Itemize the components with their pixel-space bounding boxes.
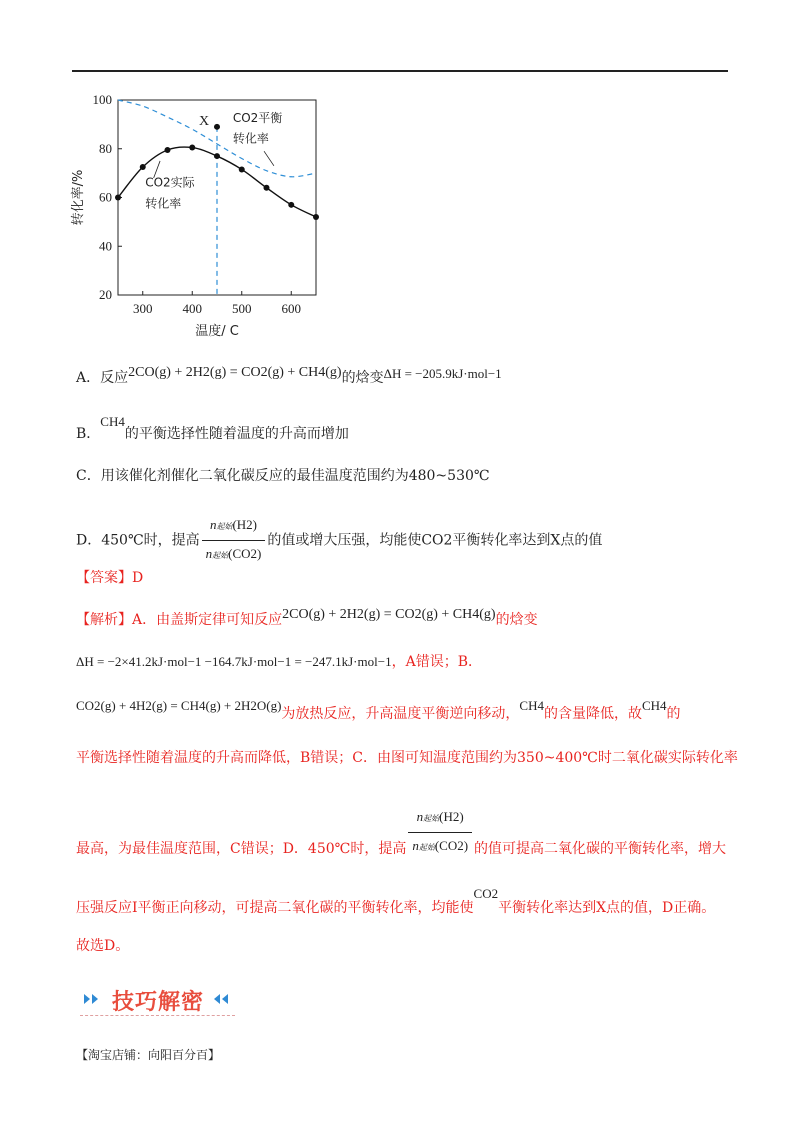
section-title: 技巧解密 bbox=[112, 990, 205, 1015]
eq-label: CO2平衡 bbox=[232, 110, 283, 125]
x-tick-label: 500 bbox=[232, 301, 252, 316]
x-point bbox=[214, 124, 220, 130]
actual-point bbox=[264, 185, 270, 191]
x-point-label: X bbox=[199, 113, 210, 129]
option-a-enthalpy: ΔH = −205.9kJ·mol−1 bbox=[383, 366, 502, 381]
footer-shop: 【淘宝店铺：向阳百分百】 bbox=[76, 1048, 221, 1062]
arrow-left-icon bbox=[214, 994, 220, 1004]
arrow-right-icon bbox=[92, 994, 98, 1004]
option-d-fraction: $\frac{\text{n起始(H2)}}{\text{n起始(CO2)}}$ bbox=[202, 512, 266, 569]
conversion-chart bbox=[68, 88, 338, 350]
option-d: D．450℃时，提高 $\frac{\text{n起始(H2)}}{\text{n起始(CO2)}}$ 的值或增大压强，均能使CO2平衡转化率达到X点的值 bbox=[76, 512, 602, 569]
x-tick-label: 400 bbox=[182, 301, 202, 316]
actual-point bbox=[115, 195, 121, 201]
actual-point bbox=[239, 166, 245, 172]
actual-point bbox=[165, 147, 171, 153]
analysis-line-7: 故选D。 bbox=[76, 938, 130, 954]
actual-point bbox=[140, 164, 146, 170]
option-c: C．用该催化剂催化二氧化碳反应的最佳温度范围约为480~530℃ bbox=[76, 468, 490, 484]
y-tick-label: 80 bbox=[99, 140, 112, 156]
arrow-left-icon bbox=[222, 994, 228, 1004]
act-label-2: 转化率 bbox=[145, 196, 182, 211]
y-tick-label: 40 bbox=[99, 238, 112, 254]
x-tick-label: 600 bbox=[281, 301, 301, 316]
section-divider bbox=[80, 1015, 235, 1016]
arrow-right-icon bbox=[84, 994, 90, 1004]
x-tick-label: 300 bbox=[133, 301, 153, 316]
option-b: B．CH4的平衡选择性随着温度的升高而增加 bbox=[76, 414, 349, 442]
y-axis-label: 转化率/% bbox=[71, 169, 86, 226]
top-rule bbox=[72, 70, 728, 72]
analysis-line-1: 【解析】A．由盖斯定律可知反应2CO(g) + 2H2(g) = CO2(g) + CH4(g)的焓变 bbox=[76, 607, 538, 628]
actual-point bbox=[313, 214, 319, 220]
analysis-line-5: 最高，为最佳温度范围，C错误；D．450℃时，提高 $\frac{\text{n起始(H2)}}{\text{n起始(CO2)}}$ 的值可提高二氧化碳的平衡转化率，增大 bbox=[76, 812, 726, 869]
eq-label-2: 转化率 bbox=[232, 131, 269, 146]
eq-leader bbox=[264, 151, 274, 166]
option-a-equation: 2CO(g) + 2H2(g) = CO2(g) + CH4(g) bbox=[128, 365, 342, 380]
analysis-line-6: 压强反应I平衡正向移动，可提高二氧化碳的平衡转化率，均能使CO2平衡转化率达到X点的值，D正确。 bbox=[76, 886, 716, 916]
actual-point bbox=[189, 145, 195, 151]
option-a: A．反应2CO(g) + 2H2(g) = CO2(g) + CH4(g)的焓变ΔH = −205.9kJ·mol−1 bbox=[76, 365, 502, 386]
y-tick-label: 100 bbox=[92, 92, 112, 107]
actual-point bbox=[214, 153, 220, 159]
act-label: CO2实际 bbox=[145, 175, 195, 190]
answer: 【答案】D bbox=[76, 570, 144, 586]
actual-point bbox=[288, 202, 294, 208]
analysis-line-3: CO2(g) + 4H2(g) = CH4(g) + 2H2O(g)为放热反应，升高温度平衡逆向移动，CH4的含量降低，故CH4的 bbox=[76, 698, 681, 722]
y-tick-label: 60 bbox=[99, 189, 112, 205]
analysis-line-2: ΔH = −2×41.2kJ·mol−1 −164.7kJ·mol−1 = −247.1kJ·mol−1，A错误；B． bbox=[76, 654, 482, 670]
y-tick-label: 20 bbox=[99, 287, 112, 302]
analysis-line-4: 平衡选择性随着温度的升高而降低，B错误；C．由图可知温度范围约为350~400℃时二氧化碳实际转化率 bbox=[76, 750, 738, 766]
x-axis-label: 温度/ C bbox=[195, 324, 239, 339]
